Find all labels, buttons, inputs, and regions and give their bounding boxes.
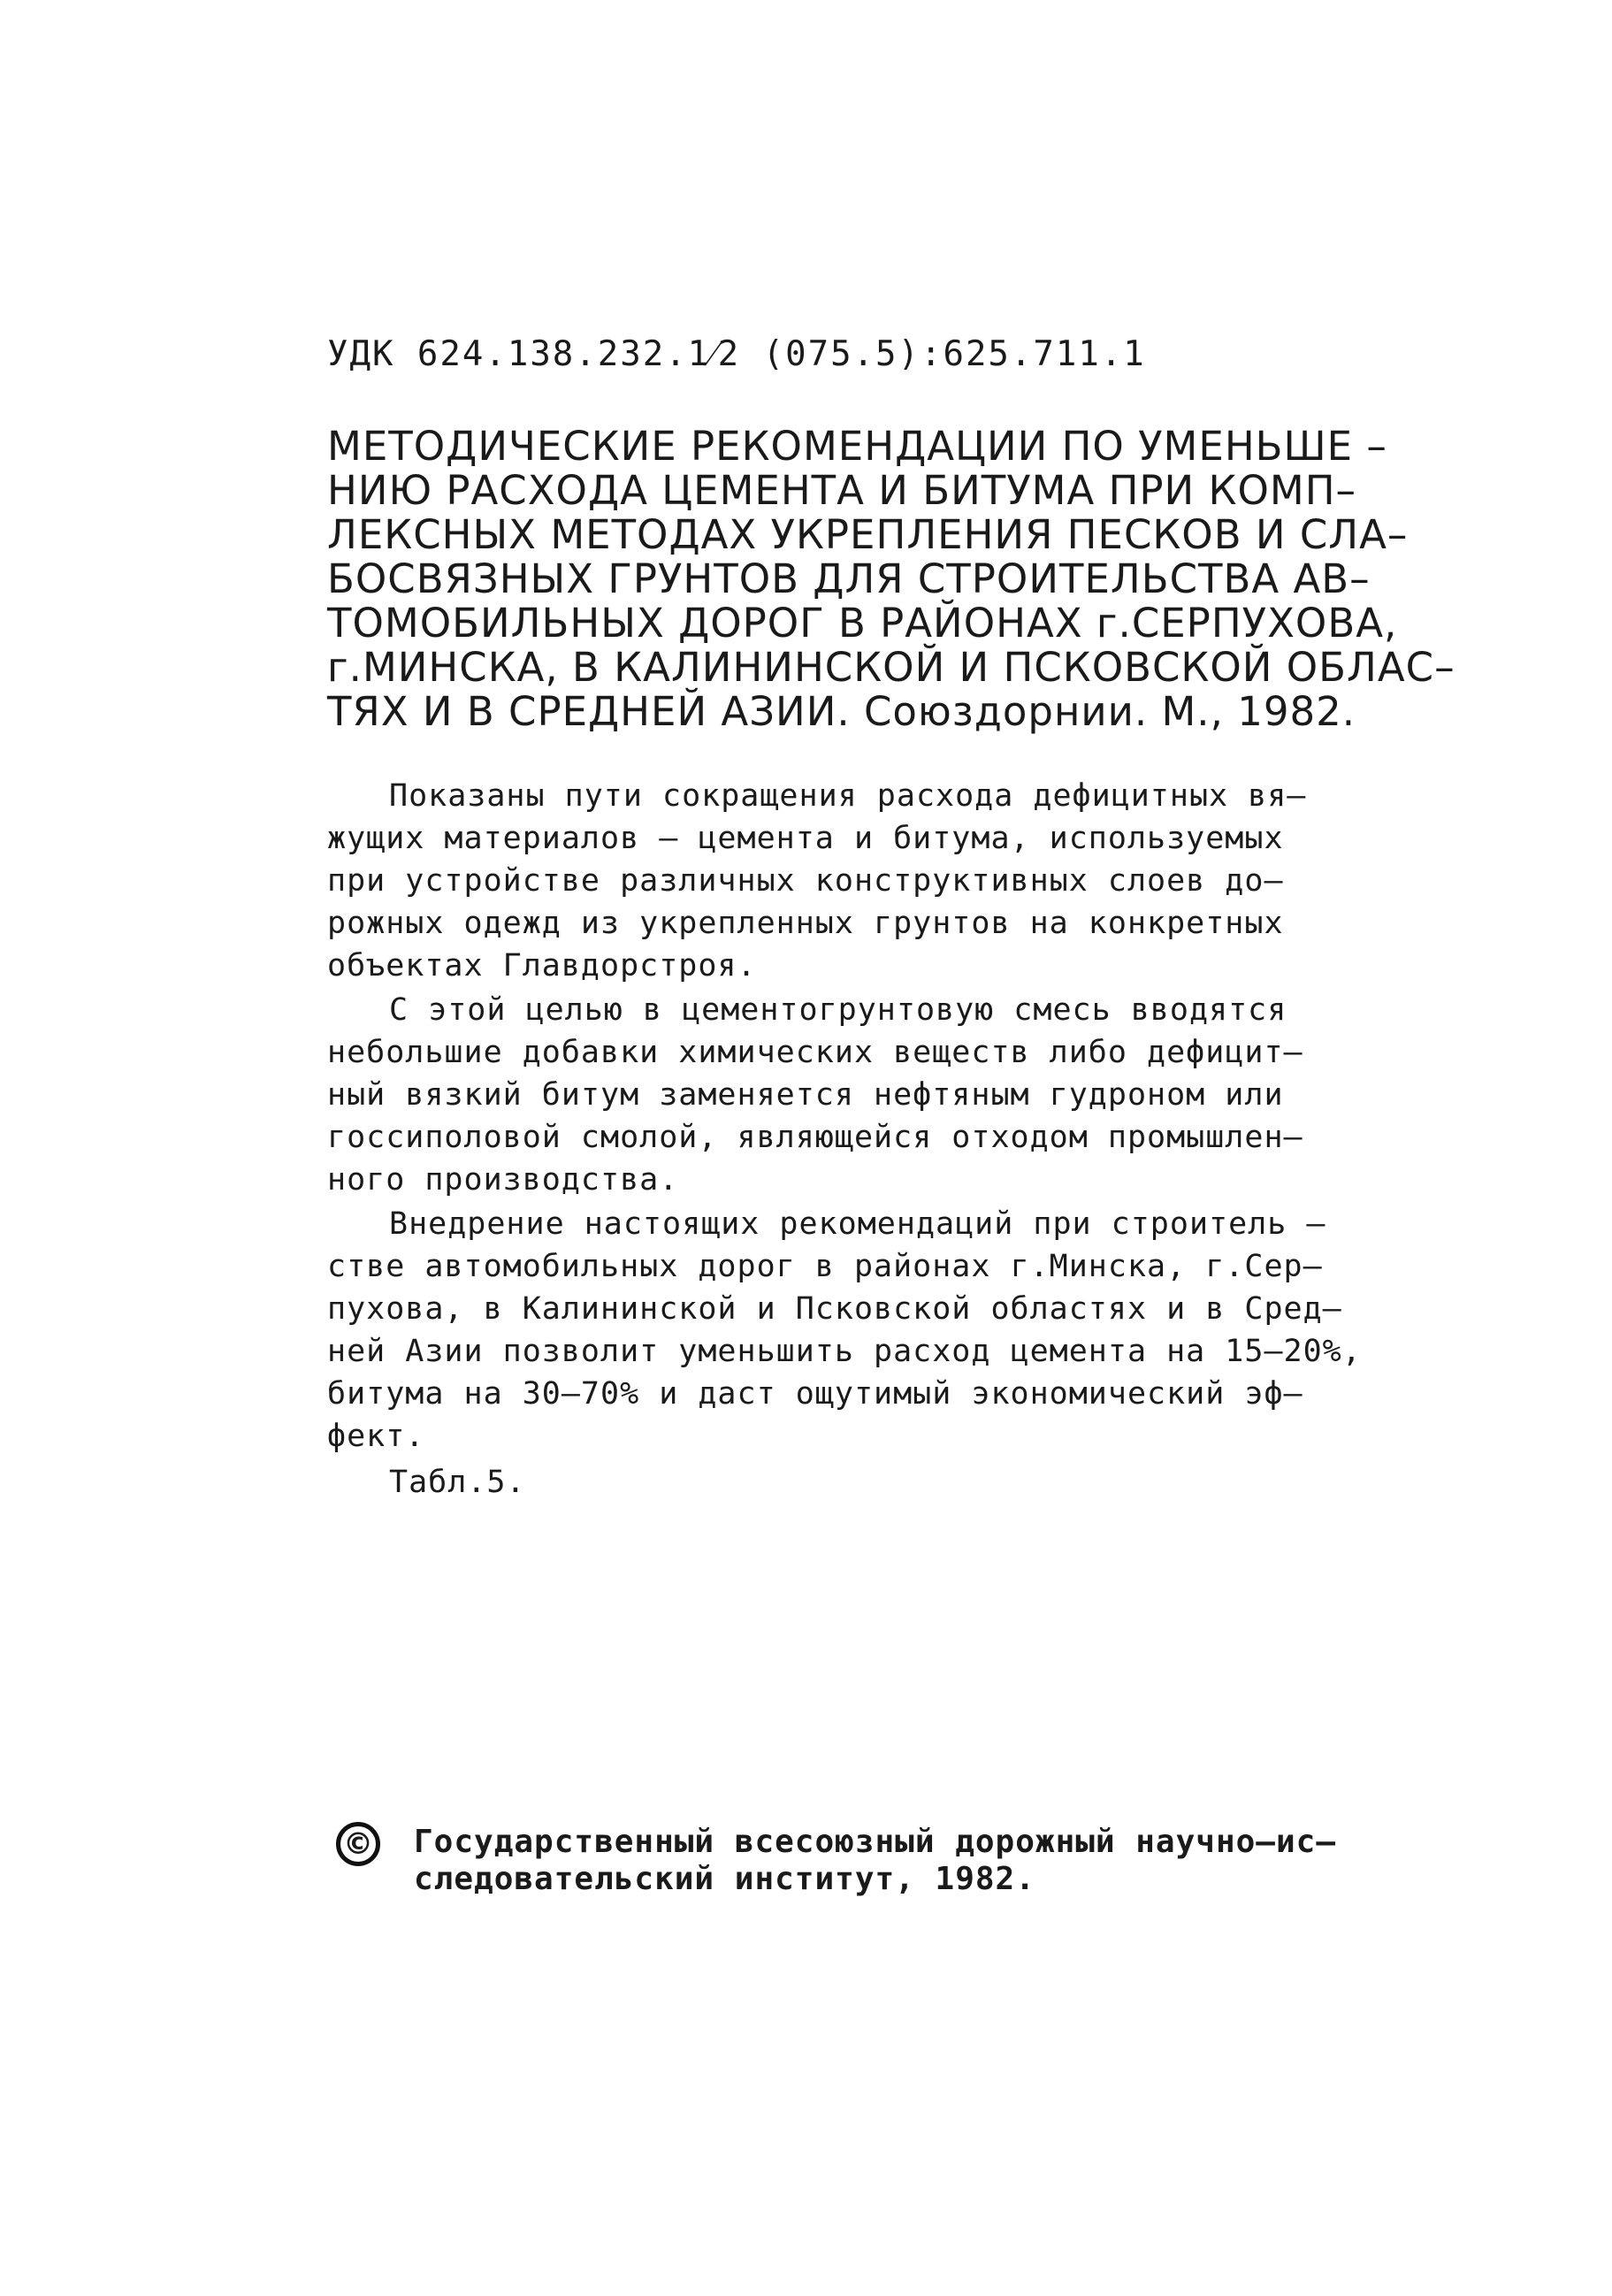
title-line: г.МИНСКА, В КАЛИНИНСКОЙ И ПСКОВСКОЙ ОБЛАС– <box>327 644 1455 691</box>
title-line: МЕТОДИЧЕСКИЕ РЕКОМЕНДАЦИИ ПО УМЕНЬШЕ – <box>327 423 1387 470</box>
abstract-line: фект. <box>327 1419 425 1454</box>
copyright-line: Государственный всесоюзный дорожный научно–ис– <box>414 1824 1336 1860</box>
title-line: ЛЕКСНЫХ МЕТОДАХ УКРЕПЛЕНИЯ ПЕСКОВ И СЛА– <box>327 511 1409 558</box>
copyright-line: следовательский институт, 1982. <box>414 1861 1035 1897</box>
abstract-line: Показаны пути сокращения расхода дефицитных вя– <box>389 778 1307 814</box>
abstract-line: ный вязкий битум заменяется нефтяным гудроном или <box>327 1077 1284 1113</box>
abstract-line: при устройстве различных конструктивных слоев до– <box>327 863 1284 899</box>
abstract-line: ного производства. <box>327 1162 679 1198</box>
copyright-icon: © <box>336 1822 380 1866</box>
abstract-line: госсиполовой смолой, являющейся отходом промышлен– <box>327 1120 1303 1155</box>
abstract-line: С этой целью в цементогрунтовую смесь вводятся <box>389 992 1287 1028</box>
title-line: ТЯХ И В СРЕДНЕЙ АЗИИ. Союздорнии. М., 1982. <box>327 688 1356 735</box>
table-count: Табл.5. <box>389 1465 526 1500</box>
abstract-line: объектах Главдорстроя. <box>327 948 757 983</box>
abstract-line: ней Азии позволит уменьшить расход цемента на 15–20%, <box>327 1334 1362 1369</box>
title-line: ТОМОБИЛЬНЫХ ДОРОГ В РАЙОНАХ г.СЕРПУХОВА, <box>327 600 1398 647</box>
udc-code: УДК 624.138.232.1⁄2 (075.5):625.711.1 <box>327 334 1146 374</box>
abstract-line: битума на 30–70% и даст ощутимый экономический эф– <box>327 1376 1303 1412</box>
abstract-line: небольшие добавки химических веществ либо дефицит– <box>327 1035 1303 1070</box>
title-line: НИЮ РАСХОДА ЦЕМЕНТА И БИТУМА ПРИ КОМП– <box>327 467 1357 514</box>
abstract-line: жущих материалов – цемента и битума, используемых <box>327 821 1284 856</box>
abstract-line: стве автомобильных дорог в районах г.Минска, г.Сер– <box>327 1249 1323 1284</box>
abstract-line: пухова, в Калининской и Псковской областях и в Сред– <box>327 1291 1342 1327</box>
abstract-line: Внедрение настоящих рекомендаций при строитель – <box>389 1206 1326 1242</box>
abstract-line: рожных одежд из укрепленных грунтов на конкретных <box>327 906 1284 941</box>
title-line: БОСВЯЗНЫХ ГРУНТОВ ДЛЯ СТРОИТЕЛЬСТВА АВ– <box>327 555 1371 602</box>
